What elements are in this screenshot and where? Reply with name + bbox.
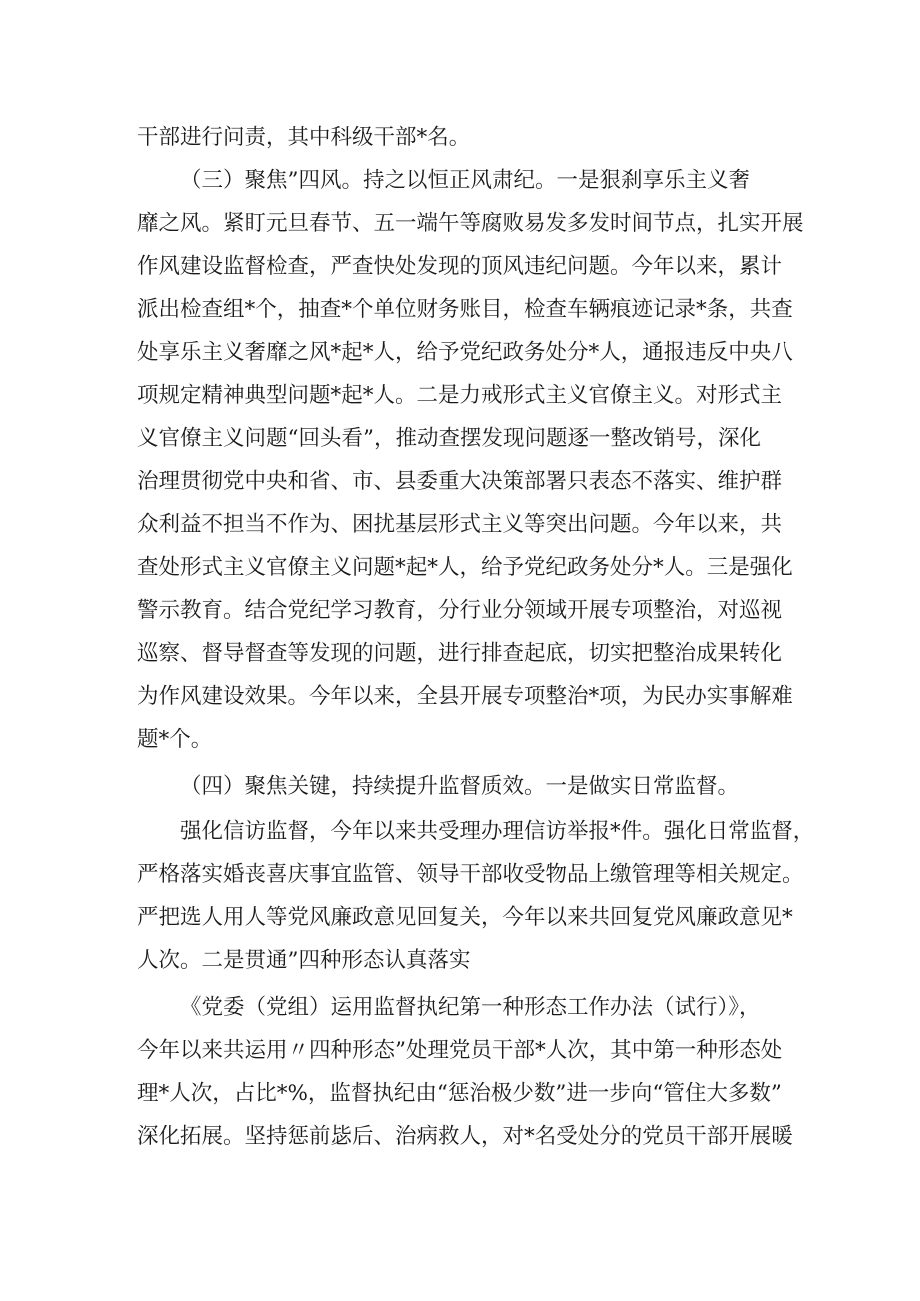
text-line: 干部进行问责，其中科级干部*名。	[137, 125, 471, 150]
text-line: 深化拓展。坚持惩前毖后、治病救人，对*名受处分的党员干部开展暖	[137, 1124, 793, 1149]
text-line: 人次。二是贯通”四种形态认真落实	[137, 948, 471, 973]
text-line: 处享乐主义奢靡之风*起*人，给予党纪政务处分*人，通报违反中央八	[137, 340, 793, 365]
section-heading-line: （四）聚焦关键，持续提升监督质效。一是做实日常监督。	[180, 774, 740, 799]
text-line: 巡察、督导督查等发现的问题，进行排查起底，切实把整治成果转化	[137, 641, 783, 666]
text-line: 《党委（党组）运用监督执纪第一种形态工作办法（试行）》，	[180, 995, 761, 1020]
text-line: 作风建设监督检查，严查快处发现的顶风违纪问题。今年以来，累计	[137, 254, 783, 279]
text-line: 查处形式主义官僚主义问题*起*人，给予党纪政务处分*人。三是强化	[137, 555, 793, 580]
text-line: 今年以来共运用〃四种形态”处理党员干部*人次，其中第一种形态处	[137, 1038, 783, 1063]
text-line: 警示教育。结合党纪学习教育，分行业分领域开展专项整治，对巡视	[137, 598, 783, 623]
text-line: 义官僚主义问题“回头看”，推动查摆发现问题逐一整改销号，深化	[137, 426, 761, 451]
text-line: 严把选人用人等党风廉政意见回复关，今年以来共回复党风廉政意见*	[137, 905, 793, 930]
text-line: 题*个。	[137, 727, 213, 752]
text-line: 派出检查组*个，抽查*个单位财务账目，检查车辆痕迹记录*条，共查	[137, 297, 793, 322]
text-line: 项规定精神典型问题*起*人。二是力戒形式主义官僚主义。对形式主	[137, 383, 783, 408]
text-line: 治理贯彻党中央和省、市、县委重大决策部署只表态不落实、维护群	[137, 469, 783, 494]
text-line: 众利益不担当不作为、困扰基层形式主义等突出问题。今年以来，共	[137, 512, 783, 537]
text-line: 为作风建设效果。今年以来，全县开展专项整治*项，为民办实事解难	[137, 684, 793, 709]
text-line: 严格落实婚丧喜庆事宜监管、领导干部收受物品上缴管理等相关规定。	[137, 862, 804, 887]
text-line: 靡之风。紧盯元旦春节、五一端午等腐败易发多发时间节点，扎实开展	[137, 211, 804, 236]
text-line: 理*人次，占比*%，监督执纪由“惩治极少数”进一步向“管住大多数”	[137, 1081, 782, 1106]
text-line: 强化信访监督，今年以来共受理办理信访举报*件。强化日常监督，	[180, 819, 815, 844]
section-heading-line: （三）聚焦”四风。持之以恒正风肃纪。一是狠刹享乐主义奢	[180, 168, 750, 193]
